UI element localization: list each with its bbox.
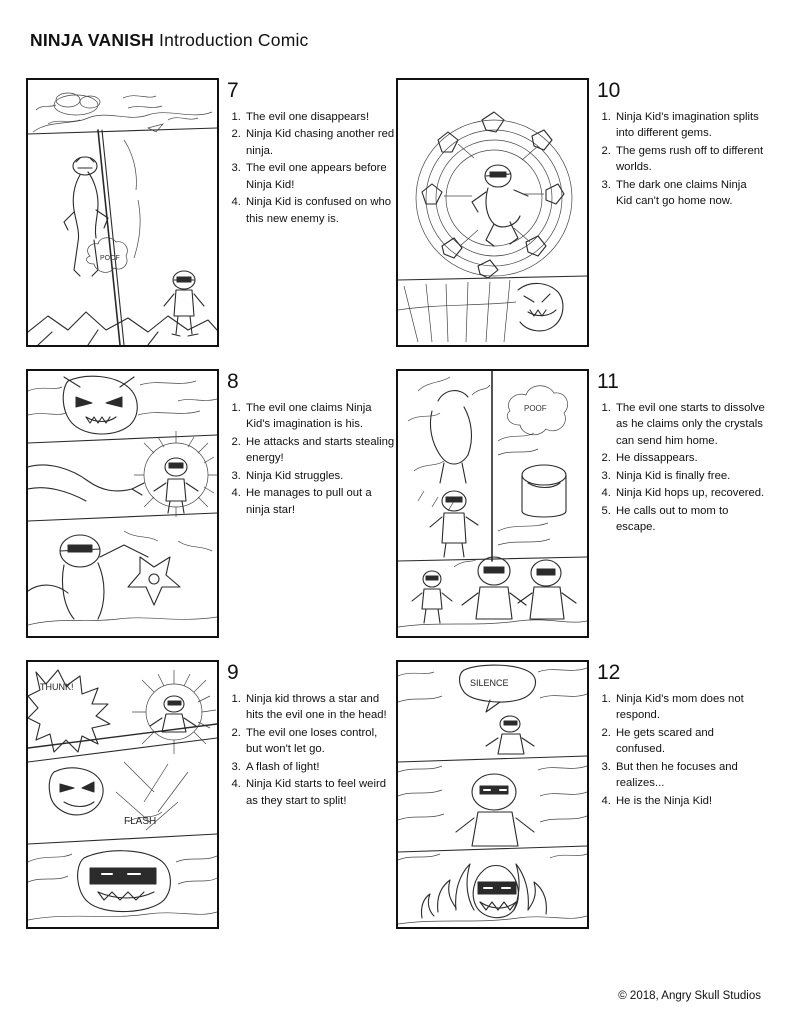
panel-art-7: [28, 80, 217, 345]
caption-item: 2. He gets scared and confused.: [614, 725, 766, 758]
panel-side-9: [219, 660, 396, 929]
panel-side-8: [219, 369, 396, 638]
storyboard-sketch-panel-11: [396, 369, 589, 638]
panel-row: [26, 369, 766, 638]
caption-item: 1. Ninja Kid's mom does not respond.: [614, 691, 766, 724]
panel-art-12: [398, 662, 587, 927]
caption-item: 1. The evil one starts to dissolve as he claims only the crystals can send him home.: [614, 400, 766, 449]
storyboard-sketch-panel-7: [26, 78, 219, 347]
art-sfx-poof: POOF: [100, 255, 120, 262]
page-title: [30, 30, 309, 51]
panel-number: 11: [597, 370, 619, 393]
art-sfx-thunk: THUNK!: [40, 682, 74, 692]
page-title-bold: NINJA VANISH: [30, 30, 154, 50]
caption-item: 3. Ninja Kid is finally free.: [614, 468, 766, 484]
art-sfx-poof: POOF: [524, 404, 547, 413]
panel-art-9: [28, 662, 217, 927]
panel-art-8: [28, 371, 217, 636]
caption-item: 3. But then he focuses and realizes...: [614, 759, 766, 792]
panel-art-10: [398, 80, 587, 345]
panel-number: 7: [227, 79, 239, 102]
caption-item: 3. A flash of light!: [244, 759, 396, 775]
panel-side-7: [219, 78, 396, 347]
panel-number: 12: [597, 661, 621, 684]
caption-item: 2. The evil one loses control, but won't let go.: [244, 725, 396, 758]
panel-number: 10: [597, 79, 621, 102]
storyboard-sketch-panel-12: [396, 660, 589, 929]
caption-item: 4. Ninja Kid is confused on who this new enemy is.: [244, 194, 396, 227]
panel-captions: [597, 691, 766, 809]
caption-item: 4. Ninja Kid starts to feel weird as they start to split!: [244, 776, 396, 809]
page-title-rest: Introduction Comic: [153, 30, 309, 50]
panel-row: [26, 78, 766, 347]
panel-cell: [396, 660, 766, 929]
caption-item: 2. The gems rush off to different worlds.: [614, 143, 766, 176]
panel-side-10: [589, 78, 766, 347]
caption-item: 3. The evil one appears before Ninja Kid!: [244, 160, 396, 193]
caption-item: 4. He manages to pull out a ninja star!: [244, 485, 396, 518]
panel-captions: [597, 400, 766, 536]
caption-item: 1. Ninja Kid's imagination splits into different gems.: [614, 109, 766, 142]
panel-captions: [227, 109, 396, 227]
panel-cell: [26, 78, 396, 347]
storyboard-sketch-panel-9: [26, 660, 219, 929]
panel-cell: [26, 660, 396, 929]
caption-item: 1. The evil one claims Ninja Kid's imagination is his.: [244, 400, 396, 433]
panel-captions: [597, 109, 766, 210]
panel-captions: [227, 691, 396, 809]
caption-item: 3. The dark one claims Ninja Kid can't go home now.: [614, 177, 766, 210]
caption-item: 3. Ninja Kid struggles.: [244, 468, 396, 484]
storyboard-sketch-panel-10: [396, 78, 589, 347]
panel-cell: [396, 78, 766, 347]
panel-art-11: [398, 371, 587, 636]
caption-item: 4. He is the Ninja Kid!: [614, 793, 766, 809]
panel-number: 8: [227, 370, 239, 393]
caption-item: 1. Ninja kid throws a star and hits the evil one in the head!: [244, 691, 396, 724]
panel-grid: [26, 78, 766, 951]
panel-side-11: [589, 369, 766, 638]
caption-item: 1. The evil one disappears!: [244, 109, 396, 125]
caption-item: 5. He calls out to mom to escape.: [614, 503, 766, 536]
panel-row: [26, 660, 766, 929]
caption-item: 2. He dissappears.: [614, 450, 766, 466]
storyboard-sketch-panel-8: [26, 369, 219, 638]
caption-item: 2. Ninja Kid chasing another red ninja.: [244, 126, 396, 159]
art-sfx-silence: SILENCE: [470, 678, 509, 688]
panel-captions: [227, 400, 396, 518]
copyright-footer: © 2018, Angry Skull Studios: [618, 990, 761, 1002]
panel-side-12: [589, 660, 766, 929]
caption-item: 2. He attacks and starts stealing energy!: [244, 434, 396, 467]
panel-cell: [26, 369, 396, 638]
panel-number: 9: [227, 661, 239, 684]
panel-cell: [396, 369, 766, 638]
caption-item: 4. Ninja Kid hops up, recovered.: [614, 485, 766, 501]
art-sfx-flash: FLASH: [124, 816, 157, 827]
